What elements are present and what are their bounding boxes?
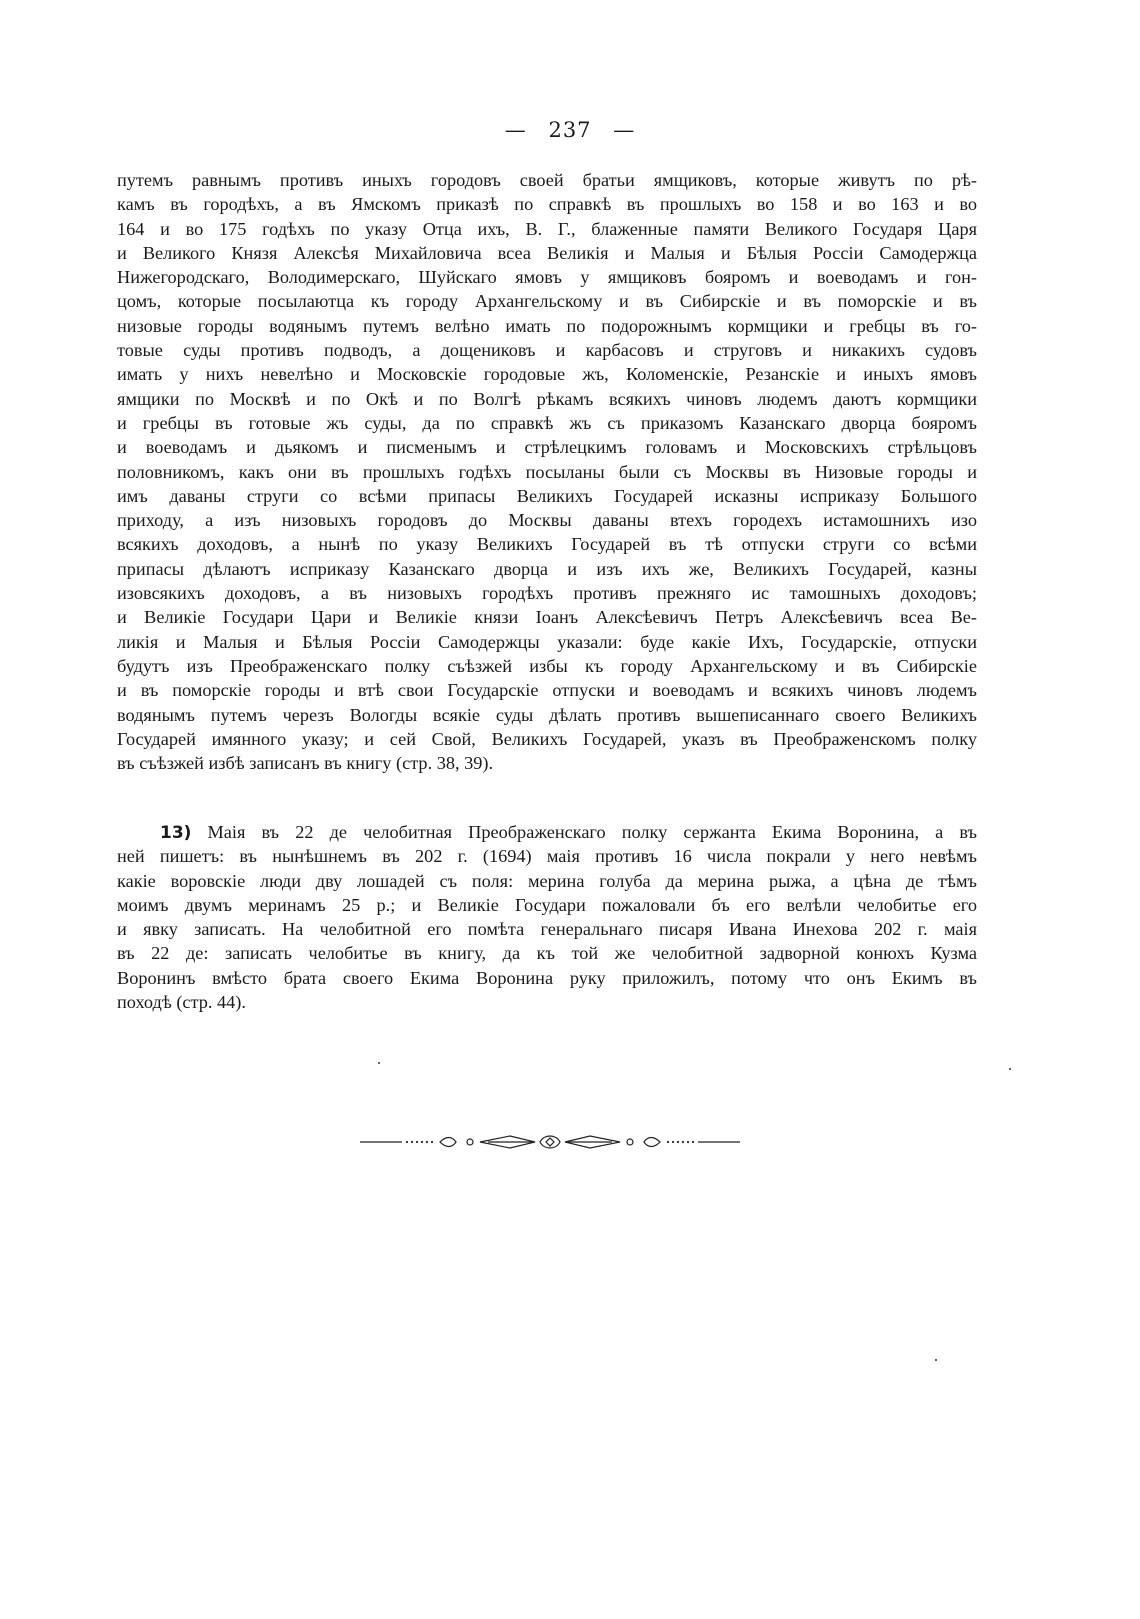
header-dash-left: —: [504, 118, 527, 142]
text-line: изовсякихъ доходовъ, а въ низовыхъ городѣхъ противъ прежняго ис тамошныхъ доходовъ;: [117, 583, 977, 604]
text-line: приходу, а изъ низовыхъ городовъ до Москвы даваны втехъ городехъ истамошнихъ изо: [117, 510, 977, 531]
text-line: въ съѣзжей избѣ записанъ въ книгу (стр. 38, 39).: [117, 753, 494, 774]
text-line: половникомъ, какъ они въ прошлыхъ годѣхъ посыланы были съ Москвы въ Низовые городы и: [117, 461, 977, 482]
text-line: моимъ двумъ меринамъ 25 р.; и Великіе Государи пожаловали бъ его велѣли челобитье его: [117, 894, 977, 915]
text-line: всякихъ доходовъ, а нынѣ по указу Великихъ Государей въ тѣ отпуски струги со всѣми: [117, 534, 977, 555]
text-fragment: Маія въ 22 де челобитная Преображенскаго полку сержанта Екима Воронина, а въ: [207, 822, 977, 842]
text-line: имать у нихъ невелѣно и Московскіе городовые жъ, Коломенскіе, Резанскіе и иныхъ ямовъ: [117, 364, 977, 385]
text-line: водянымъ путемъ черезъ Вологды всякіе суды дѣлать противъ вышеписаннаго своего Великихъ: [117, 704, 977, 725]
header-dash-right: —: [613, 118, 636, 142]
paper-speck: [935, 1359, 937, 1361]
text-line: походѣ (стр. 44).: [117, 992, 246, 1013]
paper-speck: [378, 1062, 380, 1064]
text-line: и воеводамъ и дьякомъ и писменымъ и стрѣлецкимъ головамъ и Московскихъ стрѣльцовъ: [117, 437, 977, 458]
page-header: [0, 118, 1140, 142]
text-line: камъ въ городѣхъ, а въ Ямскомъ приказѣ по справкѣ въ прошлыхъ во 158 и во 163 и во: [117, 194, 977, 215]
text-line: какіе воровскіе люди дву лошадей съ поля: мерина голуба да мерина рыжа, а цѣна де тѣмъ: [117, 870, 977, 891]
text-line: и Великіе Государи Цари и Великіе князи Іоанъ Алексѣевичъ Петръ Алексѣевичъ всеа Ве-: [117, 607, 977, 628]
text-line-first: [117, 820, 977, 844]
text-line: Нижегородскаго, Володимерскаго, Шуйскаго ямовъ у ямщиковъ бояромъ и воеводамъ и гон-: [117, 267, 977, 288]
text-line: ликія и Малыя и Бѣлыя Россіи Самодержцы указали: буде какіе Ихъ, Государскіе, отпуски: [117, 631, 977, 652]
text-line: путемъ равнымъ противъ иныхъ городовъ своей братьи ямщиковъ, которые живутъ по рѣ-: [117, 170, 977, 190]
text-line: и гребцы въ готовые жъ суды, да по справкѣ жъ съ приказомъ Казанскаго дворца бояромъ: [117, 412, 977, 433]
text-line: Государей имянного указу; и сей Свой, Великихъ Государей, указъ въ Преображенскомъ полку: [117, 728, 977, 749]
text-line: въ 22 де: записать челобитье въ книгу, да къ той же челобитной задворной конюхъ Кузма: [117, 943, 977, 964]
text-line: ямщики по Москвѣ и по Окѣ и по Волгѣ рѣкамъ всякихъ чиновъ людемъ даютъ кормщики: [117, 388, 977, 409]
text-line: имъ даваны струги со всѣми припасы Великихъ Государей исказны исприказу Большого: [117, 485, 977, 506]
text-line: цомъ, которые посылаютца къ городу Архангельскому и въ Сибирскіе и въ поморскіе и въ: [117, 291, 977, 312]
text-line: 164 и во 175 годѣхъ по указу Отца ихъ, В. Г., блаженные памяти Великого Государя Царя: [117, 218, 977, 239]
paragraph-1: [117, 168, 977, 775]
paragraph-2: [117, 820, 977, 1014]
paper-speck: [1009, 1068, 1011, 1070]
text-line: низовые городы водянымъ путемъ велѣно имать по подорожнымъ кормщики и гребцы въ го-: [117, 315, 977, 336]
text-line: ней пишетъ: въ нынѣшнемъ въ 202 г. (1694) маія противъ 16 числа покрали у него невѣмъ: [117, 846, 977, 867]
text-line: и въ поморскіе городы и втѣ свои Государскіе отпуски и воеводамъ и всякихъ чиновъ людемъ: [117, 680, 977, 701]
text-line: будутъ изъ Преображенскаго полку съѣзжей избы къ городу Архангельскому и въ Сибирскіе: [117, 655, 977, 676]
text-line: товые суды противъ подводъ, а дощениковъ и карбасовъ и струговъ и никакихъ судовъ: [117, 340, 977, 361]
page-number: 237: [548, 118, 592, 142]
text-line: и Великого Князя Алексѣя Михайловича всеа Великія и Малыя и Бѣлыя Россіи Самодержца: [117, 242, 977, 263]
text-line: Воронинъ вмѣсто брата своего Екима Воронина руку приложилъ, потому что онъ Екимъ въ: [117, 967, 977, 988]
text-line: припасы дѣлаютъ исприказу Казанскаго дворца и изъ ихъ же, Великихъ Государей, казны: [117, 558, 977, 579]
text-line: и явку записать. На челобитной его помѣта генеральнаго писаря Ивана Инехова 202 г. маія: [117, 919, 977, 940]
decorative-divider: [360, 1131, 740, 1153]
entry-number: 13): [160, 823, 192, 843]
